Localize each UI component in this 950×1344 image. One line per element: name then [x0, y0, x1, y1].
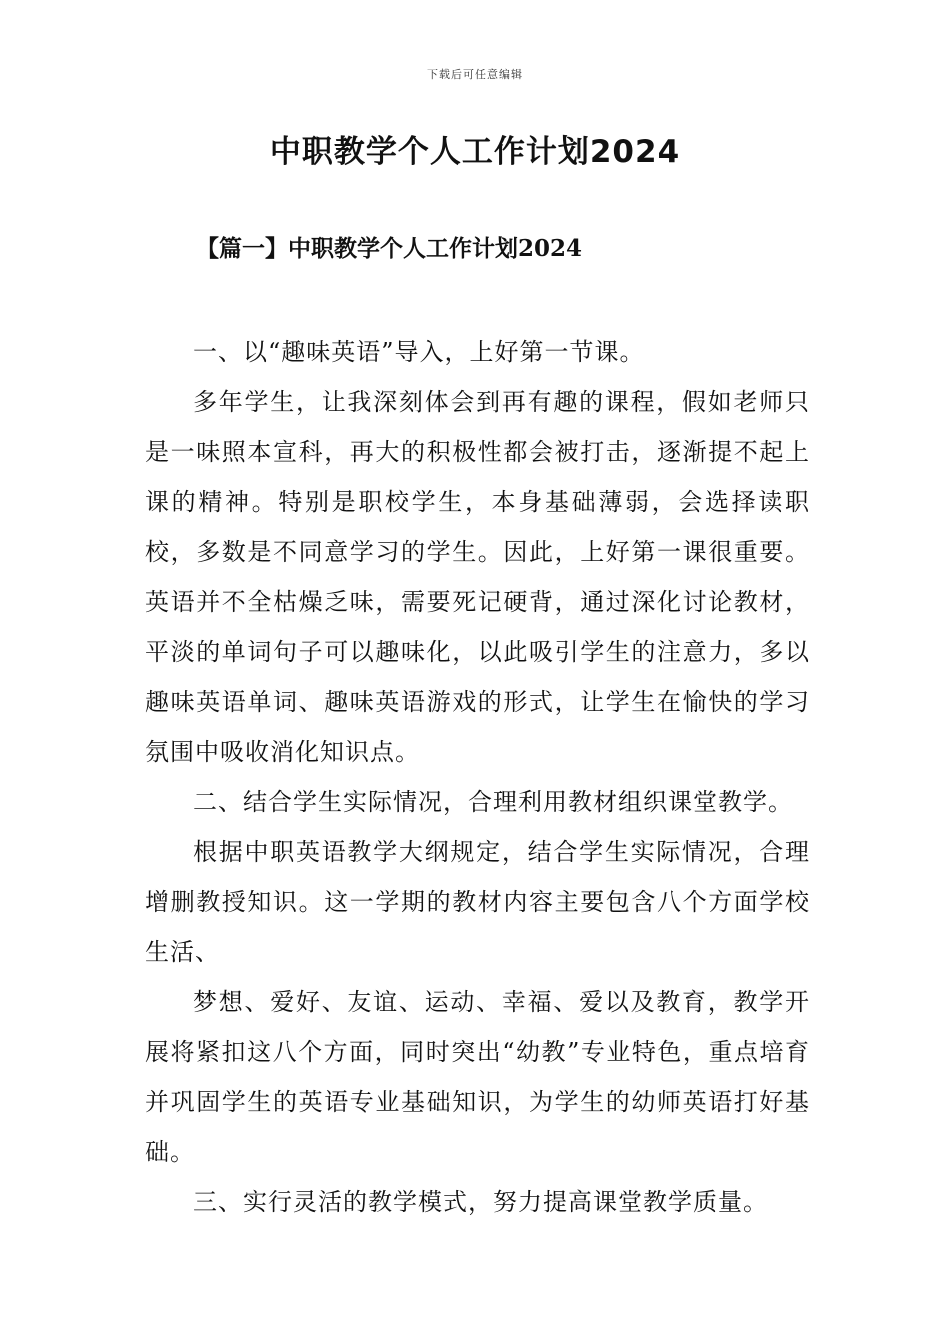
section-title: 【篇一】中职教学个人工作计划2024: [196, 235, 583, 262]
paragraph-heading-2: 二、结合学生实际情况，合理利用教材组织课堂教学。: [193, 788, 793, 816]
paragraph-3: 梦想、爱好、友谊、运动、幸福、爱以及教育，教学开展将紧扣这八个方面，同时突出“幼教”专业特色，重点培育并巩固学生的英语专业基础知识，为学生的幼师英语打好基础。: [145, 988, 810, 1166]
paragraph-heading-3: 三、实行灵活的教学模式，努力提高课堂教学质量。: [193, 1188, 768, 1216]
document-title: 中职教学个人工作计划2024: [269, 134, 681, 170]
document-body: [145, 327, 810, 1227]
paragraph-2: 根据中职英语教学大纲规定，结合学生实际情况，合理增删教授知识。这一学期的教材内容主要包含八个方面学校生活、: [145, 838, 810, 966]
paragraph-1: 多年学生，让我深刻体会到再有趣的课程，假如老师只是一味照本宣科，再大的积极性都会被打击，逐渐提不起上课的精神。特别是职校学生，本身基础薄弱，会选择读职校，多数是不同意学习的学生。因此，上好第一课很重要。英语并不全枯燥乏味，需要死记硬背，通过深化讨论教材，平淡的单词句子可以趣味化，以此吸引学生的注意力，多以趣味英语单词、趣味英语游戏的形式，让学生在愉快的学习氛围中吸收消化知识点。: [145, 388, 810, 766]
page-header-note: 下载后可任意编辑: [427, 68, 523, 81]
paragraph-heading-1: 一、以“趣味英语”导入，上好第一节课。: [193, 338, 645, 366]
